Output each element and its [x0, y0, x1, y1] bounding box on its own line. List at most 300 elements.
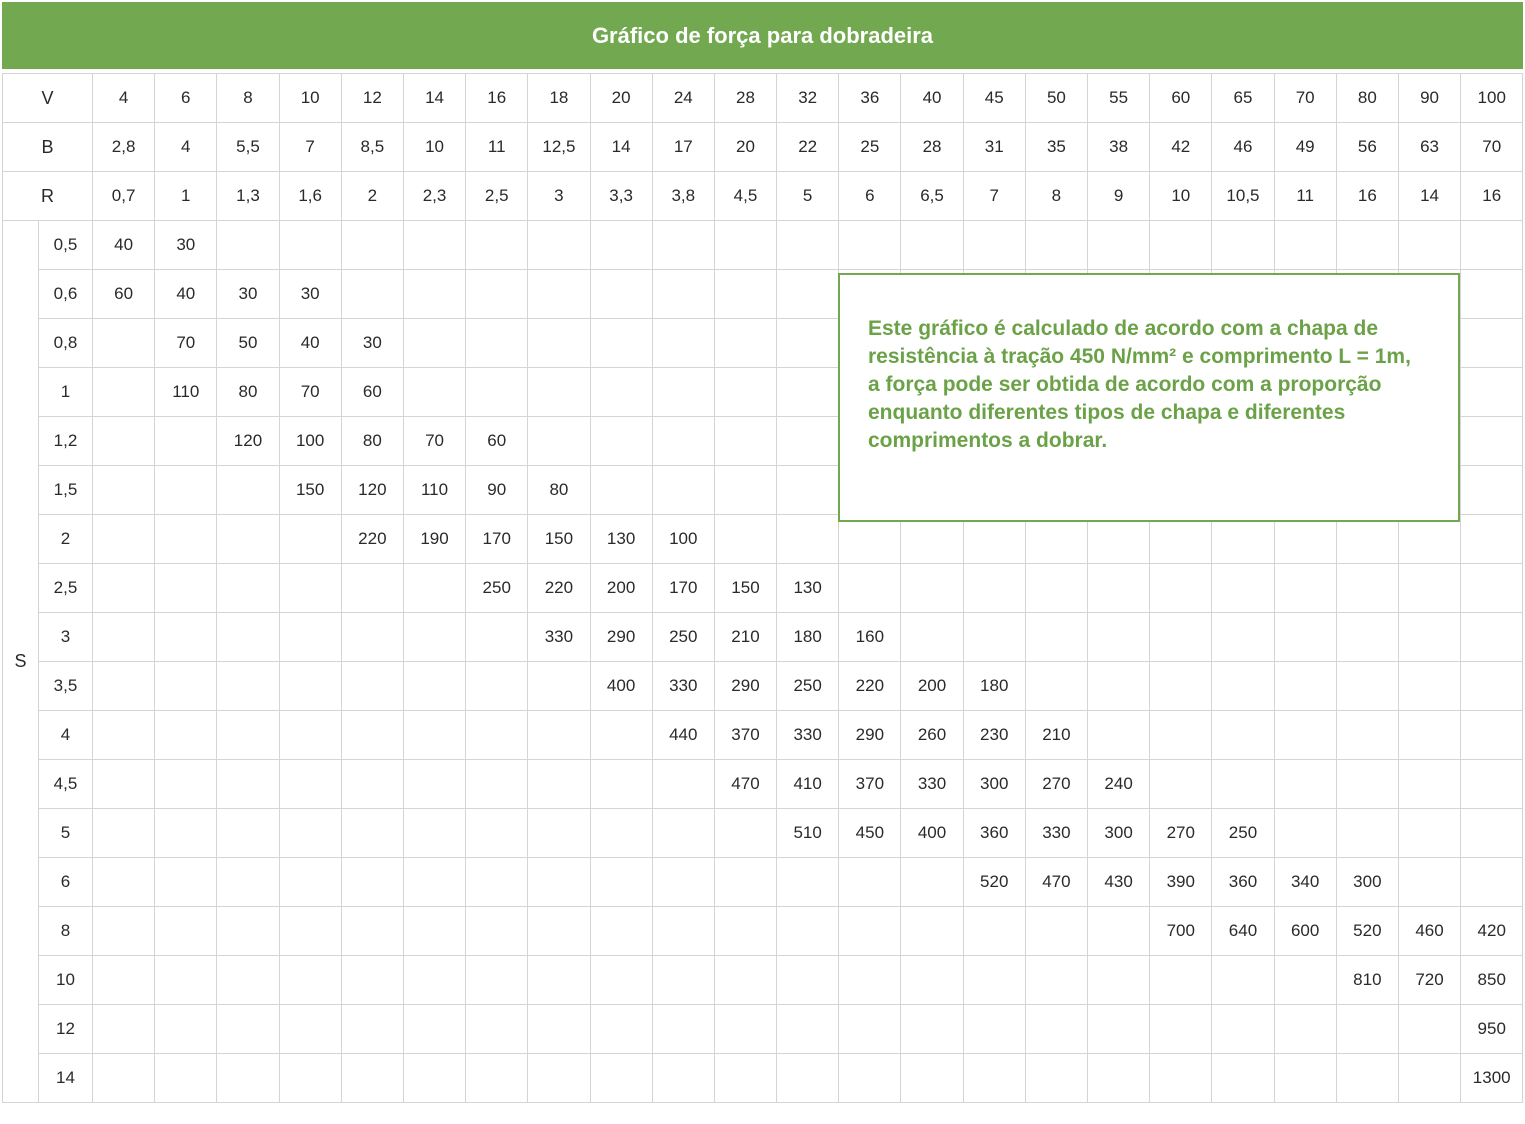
header-cell: 63: [1398, 123, 1460, 172]
force-cell: 110: [403, 466, 465, 515]
header-cell: 14: [403, 74, 465, 123]
force-cell: [777, 319, 839, 368]
force-cell: [528, 858, 590, 907]
force-cell: [279, 515, 341, 564]
header-cell: 14: [590, 123, 652, 172]
force-cell: [403, 956, 465, 1005]
force-cell: [1461, 809, 1523, 858]
force-cell: 360: [1212, 858, 1274, 907]
force-cell: [1088, 1054, 1150, 1103]
force-cell: [93, 907, 155, 956]
force-cell: 30: [279, 270, 341, 319]
header-cell: 3: [528, 172, 590, 221]
header-cell: 8,5: [341, 123, 403, 172]
force-cell: [901, 1054, 963, 1103]
header-cell: 24: [652, 74, 714, 123]
table-row: [3, 1054, 1523, 1103]
force-cell: [1461, 417, 1523, 466]
header-cell: 4,5: [714, 172, 776, 221]
thickness-cell: 4: [39, 711, 93, 760]
force-cell: [901, 221, 963, 270]
force-cell: [652, 956, 714, 1005]
force-cell: 810: [1336, 956, 1398, 1005]
force-cell: [590, 221, 652, 270]
force-cell: [217, 809, 279, 858]
force-cell: 40: [155, 270, 217, 319]
force-cell: [901, 907, 963, 956]
force-cell: [155, 760, 217, 809]
force-cell: [279, 907, 341, 956]
force-cell: [1025, 956, 1087, 1005]
thickness-cell: 1: [39, 368, 93, 417]
force-cell: [963, 956, 1025, 1005]
table-row: [3, 613, 1523, 662]
force-cell: [901, 613, 963, 662]
header-cell: 25: [839, 123, 901, 172]
force-cell: 330: [1025, 809, 1087, 858]
force-cell: 400: [901, 809, 963, 858]
header-cell: 0,7: [93, 172, 155, 221]
force-cell: [1212, 1054, 1274, 1103]
force-cell: [652, 466, 714, 515]
force-cell: [1025, 564, 1087, 613]
force-cell: [217, 613, 279, 662]
force-cell: [1336, 1005, 1398, 1054]
force-cell: 260: [901, 711, 963, 760]
header-cell: 32: [777, 74, 839, 123]
force-cell: [217, 221, 279, 270]
force-cell: [466, 319, 528, 368]
header-cell: 5: [777, 172, 839, 221]
force-cell: [528, 907, 590, 956]
header-cell: 20: [714, 123, 776, 172]
thickness-cell: 3,5: [39, 662, 93, 711]
header-row-r: [3, 172, 1523, 221]
thickness-cell: 5: [39, 809, 93, 858]
force-cell: [1212, 221, 1274, 270]
force-cell: [714, 907, 776, 956]
force-cell: [341, 1005, 403, 1054]
force-cell: [1398, 809, 1460, 858]
force-cell: [403, 711, 465, 760]
force-cell: [528, 711, 590, 760]
force-cell: [714, 270, 776, 319]
force-cell: [590, 907, 652, 956]
force-cell: [714, 1054, 776, 1103]
header-cell: 1: [155, 172, 217, 221]
force-cell: [777, 221, 839, 270]
force-cell: 410: [777, 760, 839, 809]
force-cell: 330: [777, 711, 839, 760]
force-cell: [777, 1005, 839, 1054]
force-cell: [466, 956, 528, 1005]
header-cell: 11: [1274, 172, 1336, 221]
force-cell: [1150, 1054, 1212, 1103]
force-cell: 150: [528, 515, 590, 564]
force-cell: 330: [528, 613, 590, 662]
header-cell: 10: [1150, 172, 1212, 221]
force-cell: [279, 858, 341, 907]
force-cell: [217, 564, 279, 613]
header-cell: 8: [217, 74, 279, 123]
force-cell: [1398, 711, 1460, 760]
force-cell: [1025, 1005, 1087, 1054]
force-cell: [590, 711, 652, 760]
header-cell: 4: [93, 74, 155, 123]
force-cell: 460: [1398, 907, 1460, 956]
force-cell: 150: [279, 466, 341, 515]
table-row: [3, 662, 1523, 711]
force-cell: 190: [403, 515, 465, 564]
force-cell: [1461, 319, 1523, 368]
header-cell: 35: [1025, 123, 1087, 172]
force-cell: [1336, 564, 1398, 613]
force-cell: [217, 711, 279, 760]
force-cell: [1150, 711, 1212, 760]
table-row: [3, 956, 1523, 1005]
force-cell: [590, 368, 652, 417]
force-cell: [839, 564, 901, 613]
force-cell: [93, 956, 155, 1005]
force-cell: [1088, 956, 1150, 1005]
force-cell: [403, 270, 465, 319]
force-cell: 80: [341, 417, 403, 466]
force-cell: 420: [1461, 907, 1523, 956]
thickness-cell: 1,2: [39, 417, 93, 466]
header-cell: 2,8: [93, 123, 155, 172]
force-cell: [466, 858, 528, 907]
thickness-cell: 0,5: [39, 221, 93, 270]
header-row-b: [3, 123, 1523, 172]
force-cell: 330: [901, 760, 963, 809]
force-cell: [403, 613, 465, 662]
force-cell: [839, 907, 901, 956]
force-cell: 270: [1025, 760, 1087, 809]
force-cell: [652, 1054, 714, 1103]
force-cell: 290: [714, 662, 776, 711]
force-cell: [341, 564, 403, 613]
force-cell: [466, 711, 528, 760]
header-cell: 28: [714, 74, 776, 123]
force-cell: [93, 515, 155, 564]
force-cell: [1150, 760, 1212, 809]
force-cell: 60: [341, 368, 403, 417]
table-row: [3, 760, 1523, 809]
force-cell: 130: [590, 515, 652, 564]
header-cell: 65: [1212, 74, 1274, 123]
thickness-cell: 8: [39, 907, 93, 956]
force-cell: [714, 809, 776, 858]
force-cell: 250: [466, 564, 528, 613]
force-cell: [155, 809, 217, 858]
force-cell: 400: [590, 662, 652, 711]
force-cell: [155, 956, 217, 1005]
force-cell: [528, 368, 590, 417]
force-cell: [217, 760, 279, 809]
table-row: [3, 858, 1523, 907]
force-cell: [93, 809, 155, 858]
header-cell: 90: [1398, 74, 1460, 123]
force-cell: [403, 1054, 465, 1103]
force-cell: [93, 1005, 155, 1054]
force-cell: [590, 466, 652, 515]
force-cell: [714, 956, 776, 1005]
force-cell: [1398, 613, 1460, 662]
force-cell: [528, 270, 590, 319]
force-cell: [93, 466, 155, 515]
header-cell: 3,3: [590, 172, 652, 221]
force-cell: 600: [1274, 907, 1336, 956]
force-cell: 30: [217, 270, 279, 319]
force-cell: 300: [1088, 809, 1150, 858]
force-cell: [528, 662, 590, 711]
force-cell: [652, 760, 714, 809]
force-cell: [652, 368, 714, 417]
header-cell: 12: [341, 74, 403, 123]
force-cell: 220: [341, 515, 403, 564]
force-cell: [714, 466, 776, 515]
force-cell: [155, 662, 217, 711]
header-cell: 46: [1212, 123, 1274, 172]
force-cell: [1150, 1005, 1212, 1054]
force-cell: 200: [901, 662, 963, 711]
header-cell: 60: [1150, 74, 1212, 123]
force-cell: 170: [652, 564, 714, 613]
header-cell: 11: [466, 123, 528, 172]
force-cell: [1461, 760, 1523, 809]
force-cell: [963, 907, 1025, 956]
force-cell: 250: [1212, 809, 1274, 858]
header-cell: 100: [1461, 74, 1523, 123]
thickness-cell: 3: [39, 613, 93, 662]
force-cell: [466, 1054, 528, 1103]
table-row: [3, 711, 1523, 760]
force-cell: [590, 956, 652, 1005]
header-cell: 70: [1461, 123, 1523, 172]
thickness-cell: 0,8: [39, 319, 93, 368]
force-cell: 210: [1025, 711, 1087, 760]
force-cell: [1461, 858, 1523, 907]
force-cell: [1150, 956, 1212, 1005]
force-cell: [93, 417, 155, 466]
header-label: V: [3, 74, 93, 123]
s-axis-label: S: [3, 221, 39, 1103]
header-cell: 20: [590, 74, 652, 123]
force-cell: 440: [652, 711, 714, 760]
force-cell: [1088, 662, 1150, 711]
thickness-cell: 10: [39, 956, 93, 1005]
force-cell: [652, 319, 714, 368]
force-cell: [901, 956, 963, 1005]
force-cell: [1274, 809, 1336, 858]
force-cell: [901, 1005, 963, 1054]
force-cell: [341, 221, 403, 270]
header-cell: 22: [777, 123, 839, 172]
force-cell: [590, 858, 652, 907]
force-cell: [777, 907, 839, 956]
force-cell: [1212, 1005, 1274, 1054]
force-cell: [839, 858, 901, 907]
force-cell: [155, 515, 217, 564]
force-cell: [1274, 564, 1336, 613]
force-cell: [714, 417, 776, 466]
force-cell: 470: [714, 760, 776, 809]
force-cell: 120: [341, 466, 403, 515]
force-cell: 210: [714, 613, 776, 662]
force-cell: [590, 417, 652, 466]
force-cell: [1461, 564, 1523, 613]
force-cell: [93, 858, 155, 907]
force-cell: [590, 270, 652, 319]
force-cell: [341, 809, 403, 858]
force-cell: 120: [217, 417, 279, 466]
force-cell: [1336, 1054, 1398, 1103]
header-cell: 12,5: [528, 123, 590, 172]
force-cell: [279, 711, 341, 760]
force-cell: [1088, 564, 1150, 613]
force-cell: [1025, 613, 1087, 662]
force-cell: [652, 809, 714, 858]
header-cell: 8: [1025, 172, 1087, 221]
force-cell: 40: [279, 319, 341, 368]
force-cell: [341, 1054, 403, 1103]
header-cell: 55: [1088, 74, 1150, 123]
force-cell: [652, 417, 714, 466]
force-cell: [590, 319, 652, 368]
force-cell: 50: [217, 319, 279, 368]
force-cell: [279, 1005, 341, 1054]
force-cell: [839, 221, 901, 270]
header-cell: 1,3: [217, 172, 279, 221]
force-cell: [963, 221, 1025, 270]
force-cell: [528, 956, 590, 1005]
header-cell: 56: [1336, 123, 1398, 172]
header-cell: 42: [1150, 123, 1212, 172]
force-cell: 270: [1150, 809, 1212, 858]
force-cell: [341, 270, 403, 319]
force-cell: [1088, 221, 1150, 270]
force-cell: [652, 270, 714, 319]
force-cell: [1398, 564, 1460, 613]
header-cell: 18: [528, 74, 590, 123]
force-cell: [279, 809, 341, 858]
force-cell: [901, 564, 963, 613]
table-row: [3, 907, 1523, 956]
force-cell: [155, 466, 217, 515]
force-cell: [155, 858, 217, 907]
force-cell: 370: [714, 711, 776, 760]
force-cell: 200: [590, 564, 652, 613]
force-cell: [341, 760, 403, 809]
force-cell: [652, 1005, 714, 1054]
force-cell: [528, 221, 590, 270]
force-cell: [714, 319, 776, 368]
force-cell: [1398, 1005, 1460, 1054]
force-cell: 70: [403, 417, 465, 466]
force-cell: [217, 662, 279, 711]
force-cell: [590, 809, 652, 858]
force-cell: [1336, 613, 1398, 662]
force-cell: [341, 662, 403, 711]
force-cell: 130: [777, 564, 839, 613]
header-cell: 36: [839, 74, 901, 123]
force-cell: [217, 1054, 279, 1103]
force-cell: [1274, 1054, 1336, 1103]
thickness-cell: 2,5: [39, 564, 93, 613]
force-cell: [652, 221, 714, 270]
force-cell: [466, 907, 528, 956]
header-cell: 6,5: [901, 172, 963, 221]
force-cell: [1150, 564, 1212, 613]
force-cell: [279, 564, 341, 613]
force-cell: [714, 221, 776, 270]
force-cell: [528, 1054, 590, 1103]
force-cell: [279, 613, 341, 662]
header-cell: 6: [839, 172, 901, 221]
force-cell: [1212, 956, 1274, 1005]
force-cell: [403, 319, 465, 368]
force-cell: 80: [528, 466, 590, 515]
force-cell: [1088, 711, 1150, 760]
force-cell: 1300: [1461, 1054, 1523, 1103]
force-cell: [714, 858, 776, 907]
force-cell: 340: [1274, 858, 1336, 907]
force-cell: [1274, 760, 1336, 809]
force-cell: 70: [279, 368, 341, 417]
force-cell: [777, 956, 839, 1005]
force-cell: 220: [839, 662, 901, 711]
force-cell: 330: [652, 662, 714, 711]
force-cell: [901, 858, 963, 907]
force-cell: 290: [590, 613, 652, 662]
force-cell: [1212, 662, 1274, 711]
force-cell: [1461, 515, 1523, 564]
force-cell: [1336, 662, 1398, 711]
force-cell: [403, 564, 465, 613]
header-cell: 16: [1336, 172, 1398, 221]
force-cell: [466, 809, 528, 858]
force-cell: 170: [466, 515, 528, 564]
header-cell: 2: [341, 172, 403, 221]
force-cell: [217, 907, 279, 956]
force-cell: [1336, 711, 1398, 760]
force-cell: 160: [839, 613, 901, 662]
force-cell: [155, 564, 217, 613]
header-cell: 5,5: [217, 123, 279, 172]
header-cell: 28: [901, 123, 963, 172]
force-cell: 450: [839, 809, 901, 858]
force-cell: [155, 613, 217, 662]
thickness-cell: 6: [39, 858, 93, 907]
force-cell: [155, 1054, 217, 1103]
force-cell: [1025, 662, 1087, 711]
force-cell: [714, 368, 776, 417]
force-cell: [528, 319, 590, 368]
header-cell: 4: [155, 123, 217, 172]
header-cell: 49: [1274, 123, 1336, 172]
force-cell: [155, 907, 217, 956]
force-cell: [1461, 221, 1523, 270]
force-cell: [279, 221, 341, 270]
force-cell: [217, 515, 279, 564]
force-cell: 240: [1088, 760, 1150, 809]
force-cell: 40: [93, 221, 155, 270]
force-cell: [1461, 613, 1523, 662]
force-cell: [341, 956, 403, 1005]
force-cell: 150: [714, 564, 776, 613]
header-cell: 1,6: [279, 172, 341, 221]
force-cell: 230: [963, 711, 1025, 760]
